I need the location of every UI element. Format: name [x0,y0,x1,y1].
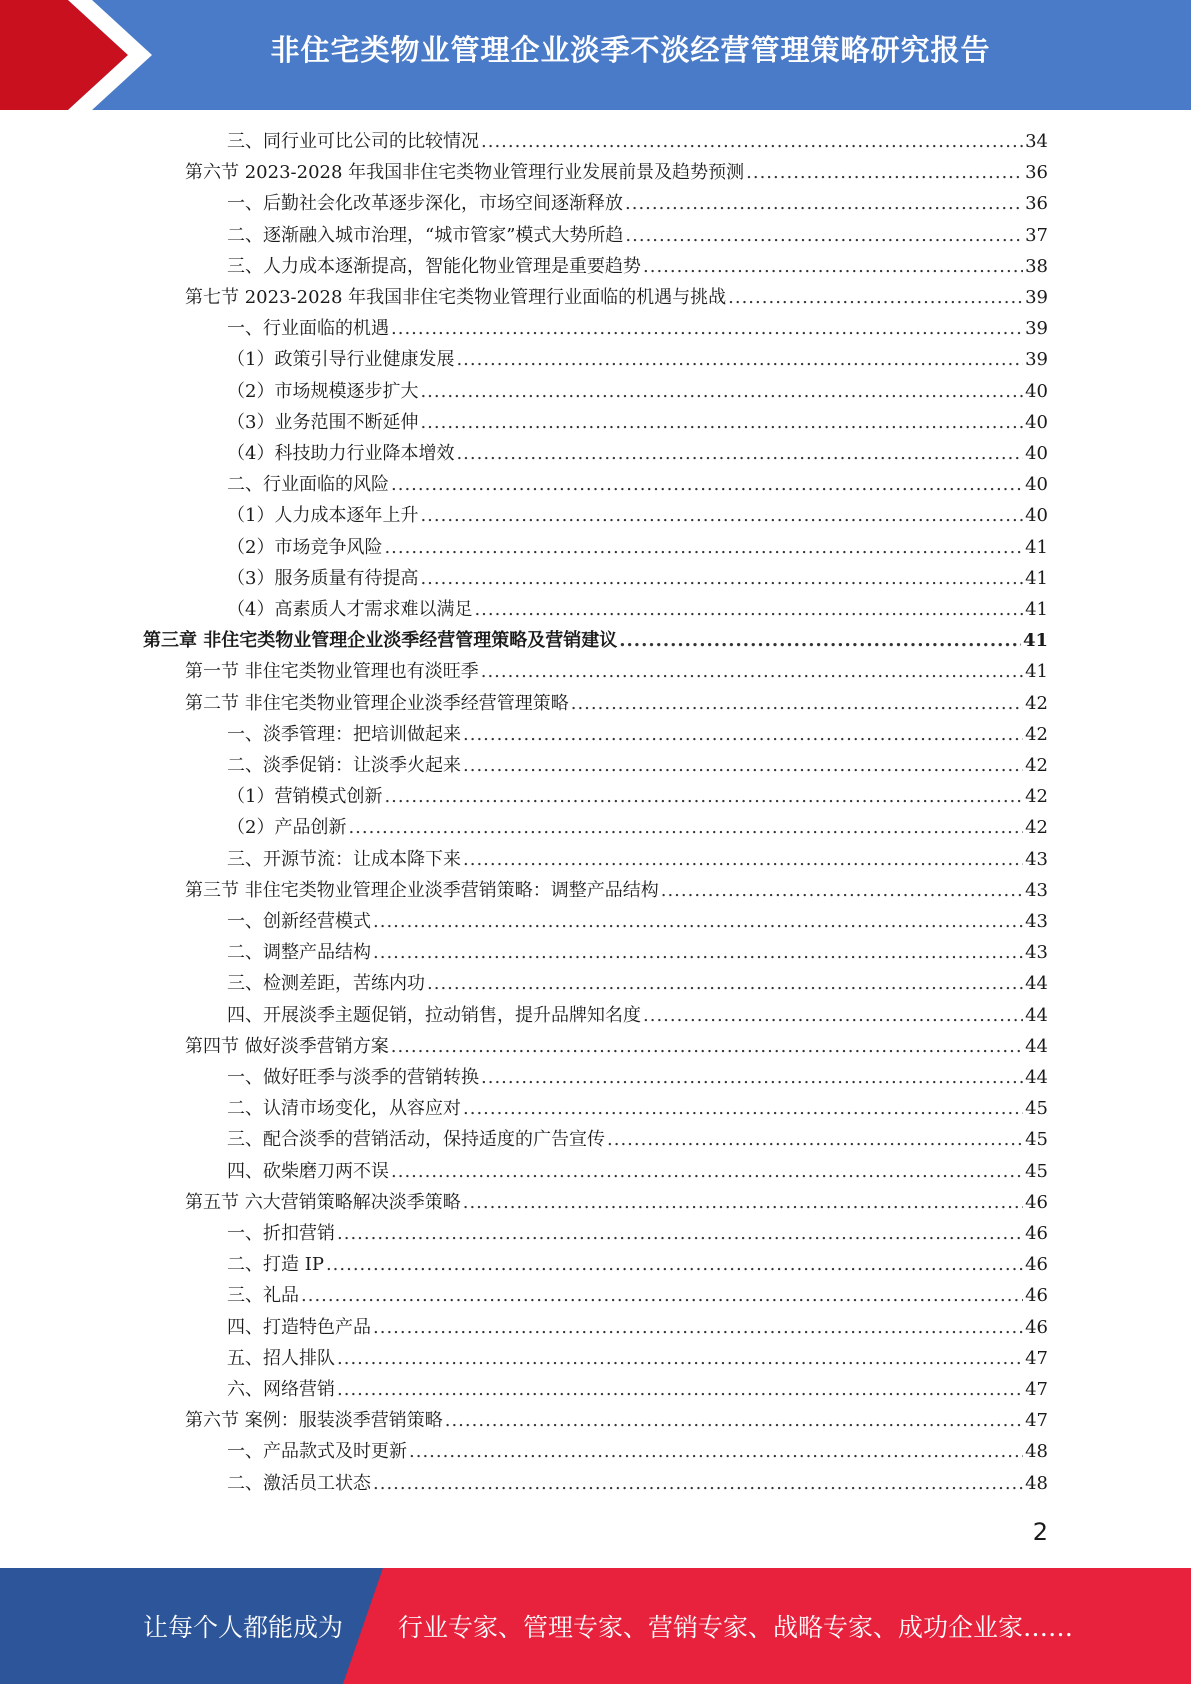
toc-subsection-entry[interactable] [227,1251,1048,1279]
toc-leader-dots [337,1220,1023,1248]
toc-entry-page-number: 36 [1025,162,1048,184]
toc-subsection-entry[interactable] [227,128,1048,156]
toc-leader-dots [728,284,1023,312]
toc-subsection-entry[interactable] [227,534,1048,562]
toc-entry-page-number: 47 [1025,1379,1048,1400]
toc-entry-title: 四、开展淡季主题促销，拉动销售，提升品牌知名度 [227,1004,641,1026]
toc-entry-title: 三、礼品 [227,1285,299,1307]
toc-entry-page-number: 46 [1025,1316,1048,1338]
toc-entry-title: 三、检测差距，苦练内功 [227,973,425,995]
toc-entry-title: 二、激活员工状态 [227,1472,371,1494]
toc-section-entry[interactable] [185,1189,1048,1217]
toc-subsection-entry[interactable] [227,1126,1048,1154]
toc-leader-dots [481,1064,1023,1092]
footer-slogan-right: 行业专家、管理专家、营销专家、战略专家、成功企业家…… [398,1613,1074,1642]
toc-entry-title: 一、行业面临的机遇 [227,318,389,340]
toc-subsection-entry[interactable] [227,596,1048,624]
toc-subsection-entry[interactable] [227,1282,1048,1310]
toc-leader-dots [619,627,1021,655]
page-header [0,0,1191,110]
toc-leader-dots [337,1345,1023,1373]
toc-entry-page-number: 44 [1025,1067,1048,1088]
page-footer [0,1568,1191,1684]
toc-section-entry[interactable] [185,159,1048,187]
toc-subsection-entry[interactable] [227,970,1048,998]
page-number: 2 [1032,1518,1048,1546]
toc-entry-title: （1）政策引导行业健康发展 [227,349,455,371]
toc-entry-title: 二、打造 IP [227,1254,324,1276]
toc-subsection-entry[interactable] [227,721,1048,749]
toc-entry-page-number: 43 [1025,911,1048,932]
toc-entry-page-number: 42 [1025,817,1048,839]
footer-slogan-left: 让每个人都能成为 [143,1613,344,1642]
toc-section-entry[interactable] [185,690,1048,718]
toc-leader-dots [420,378,1023,406]
toc-subsection-entry[interactable] [227,1376,1048,1404]
toc-entry-title: 三、同行业可比公司的比较情况 [227,131,479,152]
toc-entry-page-number: 45 [1025,1098,1048,1120]
toc-entry-page-number: 44 [1025,1035,1048,1057]
toc-entry-page-number: 38 [1025,255,1048,277]
toc-leader-dots [337,1376,1023,1404]
toc-leader-dots [571,690,1023,718]
report-title: 非住宅类物业管理企业淡季不淡经营管理策略研究报告 [270,33,991,67]
toc-entry-title: 三、人力成本逐渐提高，智能化物业管理是重要趋势 [227,255,641,277]
toc-entry-page-number: 42 [1025,723,1048,745]
toc-entry-page-number: 44 [1025,1004,1048,1026]
toc-subsection-entry[interactable] [227,1002,1048,1030]
toc-entry-title: 第四节 做好淡季营销方案 [185,1035,389,1057]
toc-entry-title: 第一节 非住宅类物业管理也有淡旺季 [185,661,479,683]
toc-subsection-entry[interactable] [227,315,1048,343]
toc-leader-dots [301,1282,1023,1310]
toc-entry-title: 第七节 2023-2028 年我国非住宅类物业管理行业面临的机遇与挑战 [185,287,727,308]
toc-subsection-entry[interactable] [227,1438,1048,1466]
toc-entry-page-number: 40 [1025,474,1048,496]
toc-entry-page-number: 40 [1025,505,1048,527]
toc-subsection-entry[interactable] [227,565,1048,593]
toc-subsection-entry[interactable] [227,908,1048,936]
toc-leader-dots [643,1002,1023,1030]
toc-leader-dots [391,1158,1023,1186]
toc-entry-page-number: 41 [1022,630,1048,652]
toc-subsection-entry[interactable] [227,222,1048,250]
toc-subsection-entry[interactable] [227,440,1048,468]
toc-leader-dots [474,596,1023,624]
toc-entry-title: 二、淡季促销：让淡季火起来 [227,755,461,776]
toc-leader-dots [463,1189,1023,1217]
toc-leader-dots [391,315,1023,343]
toc-leader-dots [625,222,1023,250]
toc-leader-dots [420,565,1023,593]
toc-entry-title: 一、产品款式及时更新 [227,1441,407,1463]
toc-entry-page-number: 41 [1025,536,1048,558]
toc-subsection-entry[interactable] [227,1095,1048,1123]
toc-subsection-entry[interactable] [227,1345,1048,1373]
toc-entry-title: 二、调整产品结构 [227,942,371,964]
toc-subsection-entry[interactable] [227,939,1048,967]
toc-subsection-entry[interactable] [227,346,1048,374]
toc-entry-title: （4）高素质人才需求难以满足 [227,599,473,620]
toc-entry-page-number: 40 [1025,380,1048,402]
toc-leader-dots [445,1407,1023,1435]
toc-entry-title: （2）市场竞争风险 [227,536,383,558]
toc-entry-title: 第五节 六大营销策略解决淡季策略 [185,1191,461,1213]
toc-leader-dots [607,1126,1023,1154]
toc-entry-page-number: 42 [1025,755,1048,776]
toc-leader-dots [326,1251,1023,1279]
toc-entry-page-number: 44 [1025,973,1048,995]
toc-entry-page-number: 36 [1025,193,1048,215]
toc-entry-page-number: 40 [1025,411,1048,433]
toc-entry-page-number: 42 [1025,692,1048,714]
toc-entry-page-number: 39 [1025,349,1048,371]
toc-leader-dots [373,1470,1023,1498]
toc-entry-title: 一、淡季管理：把培训做起来 [227,723,461,745]
toc-entry-title: （2）产品创新 [227,817,347,839]
toc-subsection-entry[interactable] [227,846,1048,874]
toc-subsection-entry[interactable] [227,783,1048,811]
toc-leader-dots [463,1095,1023,1123]
toc-entry-title: 三、开源节流：让成本降下来 [227,848,461,870]
toc-entry-title: 一、做好旺季与淡季的营销转换 [227,1067,479,1088]
toc-section-entry[interactable] [185,1033,1048,1061]
toc-entry-title: （1）营销模式创新 [227,786,383,808]
toc-entry-page-number: 47 [1025,1347,1048,1369]
toc-entry-page-number: 34 [1025,131,1048,152]
toc-subsection-entry[interactable] [227,1314,1048,1342]
toc-entry-page-number: 39 [1025,287,1048,308]
toc-entry-page-number: 43 [1025,879,1048,901]
toc-entry-page-number: 48 [1025,1441,1048,1463]
toc-entry-page-number: 43 [1025,848,1048,870]
toc-entry-title: 二、行业面临的风险 [227,474,389,496]
toc-entry-page-number: 46 [1025,1254,1048,1276]
toc-chapter-entry[interactable] [143,627,1048,655]
toc-entry-page-number: 48 [1025,1472,1048,1494]
toc-entry-page-number: 41 [1025,599,1048,620]
toc-entry-page-number: 45 [1025,1160,1048,1182]
toc-leader-dots [373,908,1023,936]
toc-leader-dots [481,658,1023,686]
toc-entry-title: 第六节 2023-2028 年我国非住宅类物业管理行业发展前景及趋势预测 [185,162,745,184]
toc-entry-title: 三、配合淡季的营销活动，保持适度的广告宣传 [227,1129,605,1151]
toc-entry-title: 四、砍柴磨刀两不误 [227,1160,389,1182]
toc-entry-title: 第六节 案例：服装淡季营销策略 [185,1410,443,1432]
toc-subsection-entry[interactable] [227,471,1048,499]
toc-leader-dots [746,159,1023,187]
toc-leader-dots [625,190,1023,218]
toc-leader-dots [391,1033,1023,1061]
toc-entry-page-number: 45 [1025,1129,1048,1151]
toc-entry-page-number: 37 [1025,224,1048,246]
toc-leader-dots [481,128,1023,156]
toc-entry-page-number: 43 [1025,942,1048,964]
toc-leader-dots [373,1314,1023,1342]
toc-entry-page-number: 41 [1025,661,1048,683]
toc-entry-title: （3）业务范围不断延伸 [227,411,419,433]
toc-entry-title: 一、后勤社会化改革逐步深化，市场空间逐渐释放 [227,193,623,215]
toc-subsection-entry[interactable] [227,409,1048,437]
toc-leader-dots [463,846,1023,874]
toc-leader-dots [463,752,1023,780]
toc-subsection-entry[interactable] [227,1064,1048,1092]
toc-entry-title: 第三节 非住宅类物业管理企业淡季营销策略：调整产品结构 [185,879,659,901]
toc-leader-dots [348,814,1023,842]
toc-entry-page-number: 46 [1025,1223,1048,1244]
toc-entry-title: 二、逐渐融入城市治理，“城市管家”模式大势所趋 [227,224,624,246]
toc-leader-dots [456,440,1023,468]
toc-entry-title: 第二节 非住宅类物业管理企业淡季经营管理策略 [185,692,569,714]
toc-subsection-entry[interactable] [227,1470,1048,1498]
toc-entry-title: 五、招人排队 [227,1347,335,1369]
toc-leader-dots [420,409,1023,437]
toc-leader-dots [420,502,1023,530]
toc-leader-dots [427,970,1023,998]
toc-section-entry[interactable] [185,658,1048,686]
toc-leader-dots [391,471,1023,499]
toc-subsection-entry[interactable] [227,190,1048,218]
toc-entry-page-number: 40 [1025,443,1048,464]
toc-entry-page-number: 42 [1025,786,1048,808]
toc-entry-title: （3）服务质量有待提高 [227,567,419,589]
toc-entry-title: 四、打造特色产品 [227,1316,371,1338]
toc-subsection-entry[interactable] [227,253,1048,281]
toc-entry-page-number: 39 [1025,318,1048,340]
toc-entry-title: 第三章 非住宅类物业管理企业淡季经营管理策略及营销建议 [143,630,618,652]
toc-entry-title: 六、网络营销 [227,1379,335,1400]
toc-subsection-entry[interactable] [227,1158,1048,1186]
toc-entry-title: 一、折扣营销 [227,1223,335,1244]
toc-section-entry[interactable] [185,877,1048,905]
toc-entry-title: （2）市场规模逐步扩大 [227,380,419,402]
toc-entry-page-number: 46 [1025,1191,1048,1213]
toc-leader-dots [661,877,1023,905]
toc-subsection-entry[interactable] [227,1220,1048,1248]
toc-entry-title: （4）科技助力行业降本增效 [227,443,455,464]
toc-entry-title: 一、创新经营模式 [227,911,371,932]
toc-leader-dots [409,1438,1023,1466]
toc-leader-dots [373,939,1023,967]
toc-entry-title: 二、认清市场变化，从容应对 [227,1098,461,1120]
toc-entry-page-number: 46 [1025,1285,1048,1307]
toc-leader-dots [384,783,1023,811]
toc-entry-page-number: 41 [1025,567,1048,589]
toc-section-entry[interactable] [185,1407,1048,1435]
toc-entry-title: （1）人力成本逐年上升 [227,505,419,527]
toc-leader-dots [643,253,1023,281]
toc-entry-page-number: 47 [1025,1410,1048,1432]
toc-subsection-entry[interactable] [227,378,1048,406]
toc-leader-dots [384,534,1023,562]
toc-subsection-entry[interactable] [227,502,1048,530]
toc-leader-dots [463,721,1023,749]
toc-subsection-entry[interactable] [227,814,1048,842]
toc-leader-dots [456,346,1023,374]
toc-section-entry[interactable] [185,284,1048,312]
toc-subsection-entry[interactable] [227,752,1048,780]
